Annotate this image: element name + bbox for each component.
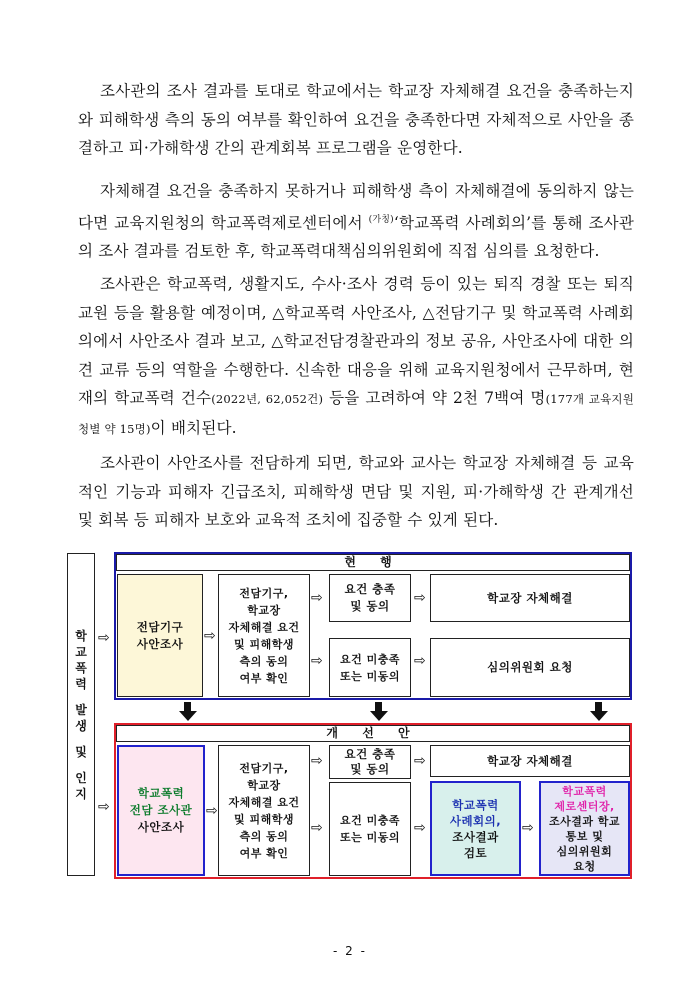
case-meeting-line2: 사례회의, [449,813,502,828]
improved-center-box [539,781,630,876]
current-met-box: 요건 충족 및 동의 [329,574,411,622]
paragraph-3-part-a: 조사관은 학교폭력, 생활지도, 수사·조사 경력 등이 있는 퇴직 경찰 또는 퇴직 교원 등을 활용할 예정이며, △학교폭력 사안조사, △전담기구 및 학교폭력 사례회의에서 사안조사 결과 보고, △학교전담경찰관과의 정보 공유, 사안조사에 대한 의견 교류 등의 역할을 수행한다. 신속한 대응을 위해 교육지원청에서 근무하며, 현재의 학교폭력 건수 [78,275,634,407]
paragraph-3-small-1: (2022년, 62,052건) [211,392,324,406]
case-meeting-line4: 검토 [463,845,488,860]
side-arrow-current-icon: ⇨ [98,630,110,646]
case-meeting-line3: 조사결과 [452,829,499,844]
current-arrow-met-icon: ⇨ [311,590,323,606]
paragraph-2-part-b: ‘학교폭력 사례회의’를 통해 조사관의 조사 결과를 검토한 후, 학교폭력대책심의위원회에 직접 심의를 요청한다. [78,213,634,260]
improved-investigation-box [117,745,205,876]
current-arrow-self-icon: ⇨ [414,590,426,606]
improved-notmet-box: 요건 미충족 또는 미동의 [329,782,411,876]
improved-arrow-met-icon: ⇨ [311,753,323,769]
current-check-box: 전담기구, 학교장 자체해결 요건 및 피해학생 측의 동의 여부 확인 [218,574,310,697]
improved-arrow-1-icon: ⇨ [206,803,218,819]
improved-check-box: 전담기구, 학교장 자체해결 요건 및 피해학생 측의 동의 여부 확인 [218,745,310,876]
center-line3: 조사결과 학교 [548,814,621,828]
center-line1: 학교폭력 [562,784,607,798]
current-arrow-committee-icon: ⇨ [414,653,426,669]
current-investigation-box: 전담기구 사안조사 [117,574,203,697]
side-arrow-improved-icon: ⇨ [98,799,110,815]
case-meeting-line1: 학교폭력 [452,797,499,812]
current-notmet-box: 요건 미충족 또는 미동의 [329,638,411,697]
improved-met-box: 요건 충족 및 동의 [329,745,411,779]
improved-header: 개 선 안 [116,725,630,742]
paragraph-3-small-2: (177개 교육지원청별 약 15명) [78,392,635,436]
side-label-char: 학 [75,628,87,643]
side-label-char: 지 [75,786,87,801]
improved-investigation-line2: 전담 조사관 [129,803,193,817]
paragraph-2-part-a: 자체해결 요건을 충족하지 못하거나 피해학생 측이 자체해결에 동의하지 않는다면 교육지원청의 학교폭력제로센터에서 [78,182,634,232]
side-label-char: 력 [75,676,87,691]
center-line2: 제로센터장, [554,799,615,813]
current-committee-box: 심의위원회 요청 [430,638,630,697]
side-label-school-violence-occurrence [67,553,95,876]
page-number: - 2 - [333,944,367,958]
paragraph-3-part-b: 등을 고려하여 약 2천 7백여 명 [323,389,546,407]
side-label-char: 발 [75,702,87,717]
improved-arrow-center-icon: ⇨ [522,820,534,836]
improved-arrow-notmet-icon: ⇨ [311,820,323,836]
improved-case-meeting-box [430,781,521,876]
side-label-char: 인 [75,770,87,785]
improved-arrow-case-icon: ⇨ [414,820,426,836]
improved-self-resolve-box: 학교장 자체해결 [430,745,630,777]
improved-investigation-line1: 학교폭력 [137,786,185,800]
current-header: 현 행 [116,554,630,571]
side-label-char: 폭 [75,660,87,675]
side-label-char [79,760,83,770]
current-arrow-1-icon: ⇨ [204,628,216,644]
side-label-char: 및 [75,744,87,759]
current-self-resolve-box: 학교장 자체해결 [430,574,630,622]
paragraph-1: 조사관의 조사 결과를 토대로 학교에서는 학교장 자체해결 요건을 충족하는지와 피해학생 측의 동의 여부를 확인하여 요건을 충족한다면 자체적으로 사안을 종결하고 피·가해학생 간의 관계회복 프로그램을 운영한다. [78,82,634,157]
improved-investigation-line3: 사안조사 [137,820,185,834]
paragraph-2-superscript: (가칭) [368,214,394,225]
paragraph-4: 조사관이 사안조사를 전담하게 되면, 학교와 교사는 학교장 자체해결 등 교육적인 기능과 피해자 긴급조치, 피해학생 면담 및 지원, 피·가해학생 간 관계개선 및 회복 등 피해자 보호와 교육적 조치에 집중할 수 있게 된다. [78,454,634,529]
side-label-char [79,692,83,702]
center-line4: 통보 및 [565,829,604,843]
center-line5: 심의위원회 [556,844,613,858]
improved-arrow-self-icon: ⇨ [414,753,426,769]
side-label-char: 생 [75,718,87,733]
center-line6: 요청 [573,859,596,873]
current-arrow-notmet-icon: ⇨ [311,653,323,669]
paragraph-3-part-c: 이 배치된다. [150,418,237,437]
paragraph-3 [78,270,634,443]
side-label-char: 교 [75,644,87,659]
paragraph-2 [78,177,634,266]
side-label-char [79,734,83,744]
